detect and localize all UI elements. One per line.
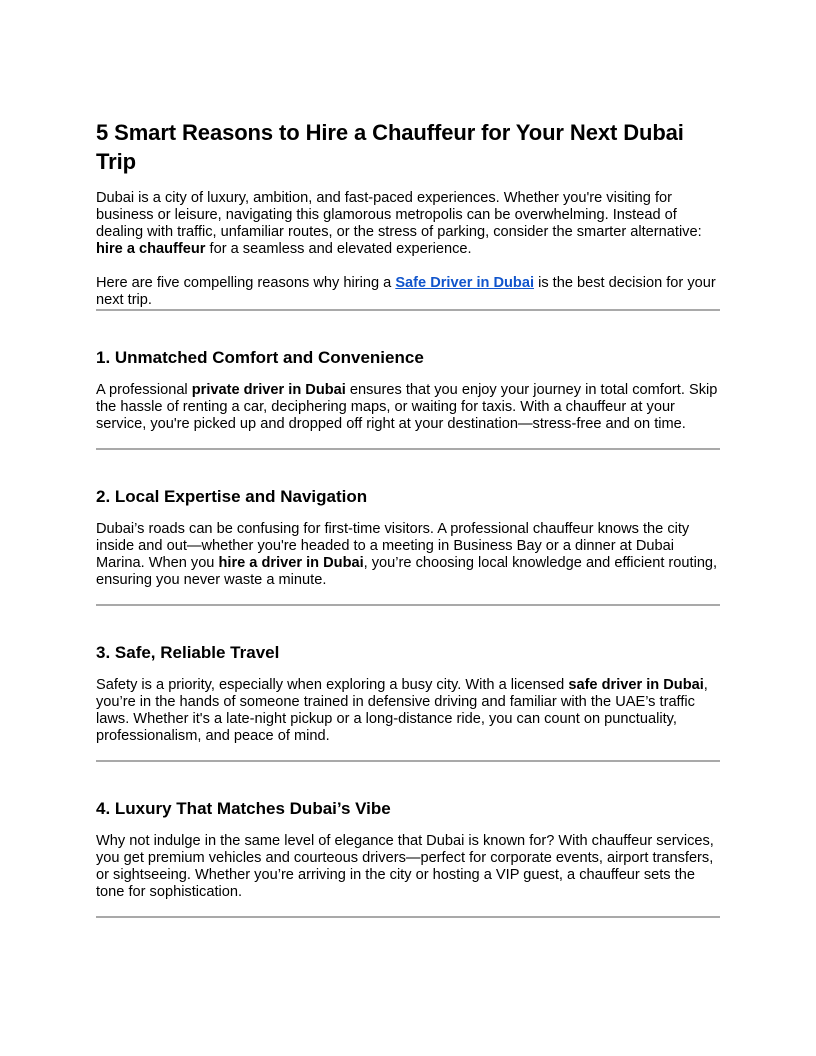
safe-driver-link[interactable]: Safe Driver in Dubai xyxy=(395,275,535,291)
section-divider xyxy=(96,448,720,450)
body-text: Dubai’s roads can be confusing for first-time visitors. A professional chauffeur knows the city inside and out—whether you're headed to a meeting in Business Bay or a dinner at Dubai Marina. When you xyxy=(96,521,690,571)
intro-link-tail: is the best decision for your next trip. xyxy=(96,275,716,308)
intro-text: Dubai is a city of luxury, ambition, and fast-paced experiences. Whether you're visiting for business or leisure, navigating this glamorous metropolis can be overwhelming. Instead of dealing with traffic, unfamiliar routes, or the stress of parking, consider the smarter alternative: xyxy=(96,190,702,240)
section-body xyxy=(96,677,720,745)
section-body xyxy=(96,521,720,589)
reason-section-1 xyxy=(96,347,720,450)
section-divider xyxy=(96,309,720,311)
body-text: A professional xyxy=(96,382,192,398)
section-body xyxy=(96,382,720,433)
document-page xyxy=(96,118,720,918)
body-bold-phrase: private driver in Dubai xyxy=(191,382,346,398)
intro-bold-phrase: hire a chauffeur xyxy=(96,241,206,257)
reason-section-2 xyxy=(96,486,720,606)
intro-paragraph xyxy=(96,190,720,258)
section-heading: 2. Local Expertise and Navigation xyxy=(96,487,368,506)
body-bold-phrase: hire a driver in Dubai xyxy=(218,555,364,571)
section-heading: 4. Luxury That Matches Dubai’s Vibe xyxy=(96,799,391,818)
body-text: Why not indulge in the same level of elegance that Dubai is known for? With chauffeur services, you get premium vehicles and courteous drivers—perfect for corporate events, airport transfers, or sightseeing. Whether you’re arriving in the city or hosting a VIP guest, a chauffeur sets the tone for sophistication. xyxy=(96,833,714,900)
section-divider xyxy=(96,916,720,918)
section-heading: 1. Unmatched Comfort and Convenience xyxy=(96,348,424,367)
section-divider xyxy=(96,604,720,606)
intro-text-tail: for a seamless and elevated experience. xyxy=(205,241,472,257)
section-body xyxy=(96,833,720,901)
body-text-tail: , you’re choosing local knowledge and efficient routing, ensuring you never waste a minute. xyxy=(96,555,718,588)
intro-link-lead: Here are five compelling reasons why hiring a xyxy=(96,275,396,291)
section-heading: 3. Safe, Reliable Travel xyxy=(96,643,280,662)
body-text-tail: ensures that you enjoy your journey in total comfort. Skip the hassle of renting a car, deciphering maps, or waiting for taxis. With a chauffeur at your service, you're picked up and dropped off right at your destination—stress-free and on time. xyxy=(96,382,718,432)
page-title: 5 Smart Reasons to Hire a Chauffeur for Your Next Dubai Trip xyxy=(96,120,684,174)
body-bold-phrase: safe driver in Dubai xyxy=(568,677,704,693)
intro-paragraph-link xyxy=(96,275,720,309)
body-text-tail: , you’re in the hands of someone trained in defensive driving and familiar with the UAE’s traffic laws. Whether it's a late-night pickup or a long-distance ride, you can count on punctuality, professionalism, and peace of mind. xyxy=(96,677,708,744)
reason-section-4 xyxy=(96,798,720,918)
section-divider xyxy=(96,760,720,762)
body-text: Safety is a priority, especially when exploring a busy city. With a licensed xyxy=(96,677,569,693)
reason-section-3 xyxy=(96,642,720,762)
